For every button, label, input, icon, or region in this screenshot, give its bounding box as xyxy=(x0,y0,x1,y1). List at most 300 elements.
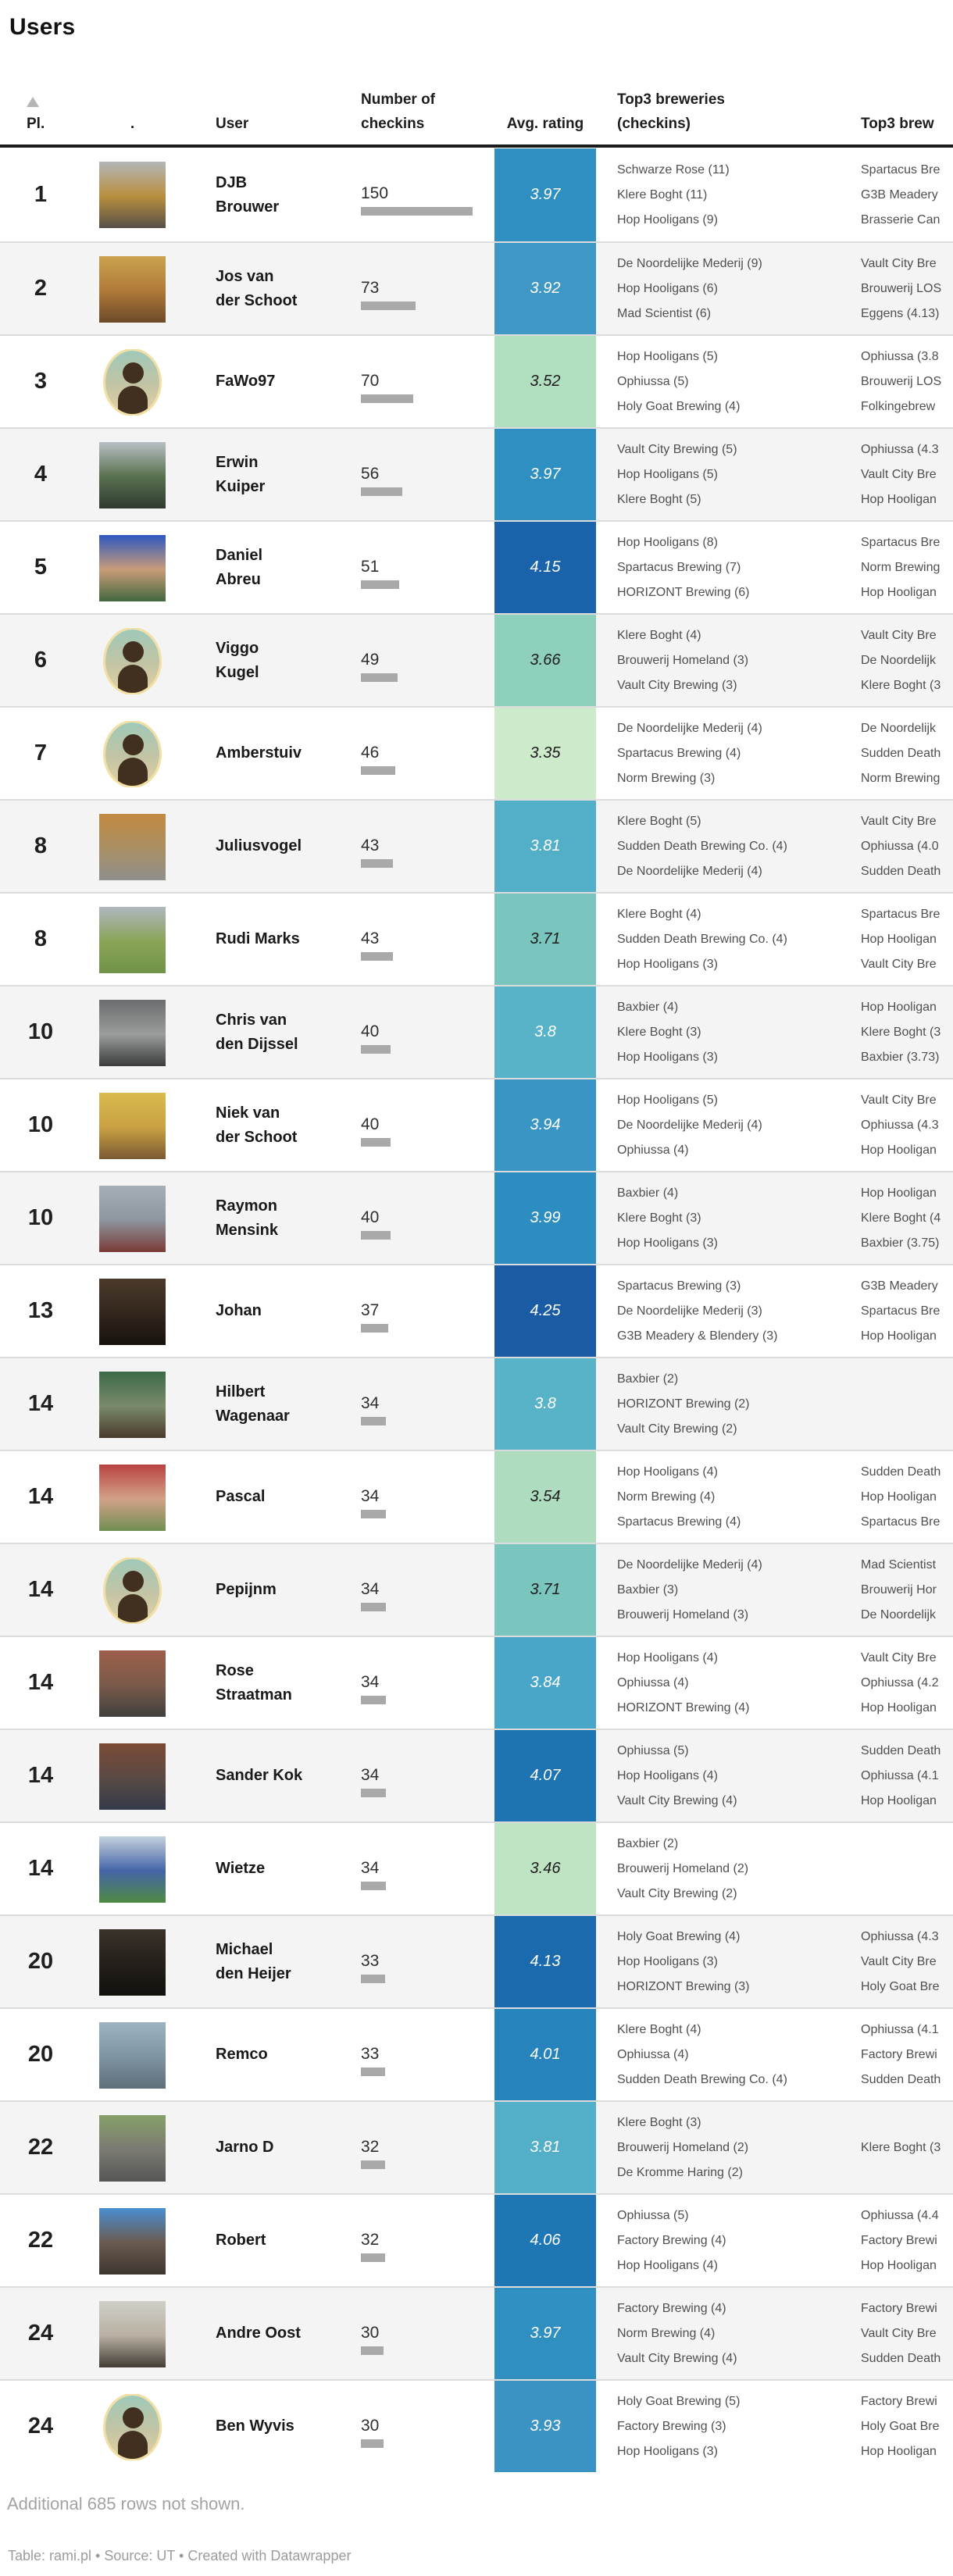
user-name xyxy=(216,1358,352,1450)
top3-breweries-checkins-cell xyxy=(617,2288,851,2379)
brewery-line: Sudden Death xyxy=(861,746,941,760)
brewery-line: Hop Hooligan xyxy=(861,2258,937,2272)
brewery-line: Ophiussa (4) xyxy=(617,2047,689,2061)
brewery-line: Schwarze Rose (11) xyxy=(617,162,730,177)
rank-cell: 5 xyxy=(34,555,48,580)
brewery-line: Vault City Brewing (4) xyxy=(617,2351,737,2365)
brewery-line: Klere Boght (11) xyxy=(617,187,708,202)
column-header-rating[interactable]: Avg. rating xyxy=(506,116,584,132)
checkins-value: 30 xyxy=(361,2417,380,2435)
brewery-line: Klere Boght (3 xyxy=(861,1025,941,1039)
rating-cell: 4.25 xyxy=(494,1265,596,1357)
brewery-line: Hop Hooligan xyxy=(861,492,937,506)
checkins-value: 51 xyxy=(361,558,380,576)
checkins-bar xyxy=(361,487,402,496)
user-name-line: Remco xyxy=(216,2046,268,2063)
rank-cell: 1 xyxy=(34,182,48,207)
user-avatar xyxy=(99,907,166,973)
user-name-line: Pepijnm xyxy=(216,1581,277,1598)
brewery-line xyxy=(861,1392,953,1417)
brewery-line: De Kromme Haring (2) xyxy=(617,2165,743,2179)
table-row xyxy=(0,520,953,613)
table-row xyxy=(0,1914,953,2007)
rank-cell: 14 xyxy=(27,1577,54,1602)
user-name-line: Kugel xyxy=(216,663,259,681)
user-name xyxy=(216,429,352,520)
brewery-line: Hop Hooligans (4) xyxy=(617,1650,718,1664)
rank-cell: 14 xyxy=(27,1856,54,1881)
top3-breweries-checkins-cell xyxy=(617,2381,851,2472)
top3-breweries-rating-cell xyxy=(861,987,953,1078)
placeholder-ellipse xyxy=(105,351,159,414)
checkins-value: 33 xyxy=(361,2045,380,2063)
top3-breweries-rating-cell xyxy=(861,615,953,706)
top3-breweries-checkins-cell xyxy=(617,1823,851,1914)
brewery-line: Brouwerij Homeland (2) xyxy=(617,2140,749,2154)
brewery-line: Baxbier (2) xyxy=(617,1372,679,1386)
rank-cell: 22 xyxy=(27,2228,54,2253)
checkins-bar xyxy=(361,1510,386,1518)
checkins-value: 37 xyxy=(361,1301,380,1319)
checkins-bar xyxy=(361,1324,388,1333)
brewery-line: Brouwerij LOS xyxy=(861,281,942,295)
user-name-line: Michael xyxy=(216,1940,273,1958)
brewery-line: Sudden Death xyxy=(861,2072,941,2086)
table-row xyxy=(0,241,953,334)
brewery-line: Klere Boght (3) xyxy=(617,1025,701,1039)
top3-breweries-rating-cell xyxy=(861,336,953,427)
brewery-line: De Noordelijke Mederij (4) xyxy=(617,721,762,735)
checkins-cell xyxy=(361,1487,386,1518)
brewery-line: Klere Boght (4) xyxy=(617,628,701,642)
sort-ascending-icon xyxy=(27,97,39,107)
placeholder-ellipse xyxy=(105,630,159,693)
column-header-place[interactable]: Pl. xyxy=(27,116,45,132)
checkins-value: 32 xyxy=(361,2231,380,2249)
top3-breweries-rating-cell xyxy=(861,894,953,985)
user-name-line: Straatman xyxy=(216,1686,292,1704)
checkins-value: 34 xyxy=(361,1487,380,1505)
brewery-line: Hop Hooligans (5) xyxy=(617,1093,718,1107)
rating-cell: 3.46 xyxy=(494,1823,596,1914)
top3-breweries-checkins-cell xyxy=(617,615,851,706)
brewery-line: Hop Hooligans (6) xyxy=(617,281,718,295)
checkins-cell xyxy=(361,837,393,868)
checkins-bar xyxy=(361,394,413,403)
brewery-line: Norm Brewing (4) xyxy=(617,1490,716,1504)
top3-breweries-checkins-cell xyxy=(617,1916,851,2007)
rating-cell: 4.13 xyxy=(494,1916,596,2007)
checkins-cell xyxy=(361,2045,385,2076)
column-header-top3-rating[interactable]: Top3 brew xyxy=(861,116,934,132)
table-row xyxy=(0,1543,953,1636)
user-name-line: Kuiper xyxy=(216,477,266,495)
brewery-line: Vault City Brewing (2) xyxy=(617,1422,737,1436)
user-name-line: Ben Wyvis xyxy=(216,2417,294,2435)
rank-cell: 10 xyxy=(27,1205,54,1230)
checkins-bar xyxy=(361,1789,386,1797)
user-avatar xyxy=(99,814,166,880)
rating-cell: 3.97 xyxy=(494,148,596,241)
user-name-line: DJB xyxy=(216,173,248,191)
rating-cell: 4.07 xyxy=(494,1730,596,1821)
brewery-line: Hop Hooligan xyxy=(861,932,937,946)
top3-breweries-checkins-cell xyxy=(617,2195,851,2286)
brewery-line: Hop Hooligan xyxy=(861,1490,937,1504)
avatar-placeholder-icon xyxy=(99,628,166,694)
rating-cell: 4.06 xyxy=(494,2195,596,2286)
user-name-line: FaWo97 xyxy=(216,373,276,390)
checkins-value: 40 xyxy=(361,1115,380,1133)
top3-breweries-rating-cell xyxy=(861,2381,953,2472)
table-row xyxy=(0,2379,953,2472)
table-row xyxy=(0,1171,953,1264)
user-name xyxy=(216,1451,352,1543)
top3-breweries-checkins-cell xyxy=(617,336,851,427)
brewery-line: Klere Boght (3 xyxy=(861,2140,941,2154)
brewery-line: Sudden Death Brewing Co. (4) xyxy=(617,932,787,946)
user-name-line: Rose xyxy=(216,1661,254,1679)
table-row xyxy=(0,1729,953,1821)
brewery-line: Baxbier (4) xyxy=(617,1186,679,1200)
brewery-line: Sudden Death xyxy=(861,1743,941,1757)
user-name-line: der Schoot xyxy=(216,1128,298,1146)
user-avatar xyxy=(99,2115,166,2182)
table-row xyxy=(0,892,953,985)
user-name-line: Amberstuiv xyxy=(216,744,302,762)
checkins-value: 43 xyxy=(361,837,380,855)
top3-breweries-checkins-cell xyxy=(617,708,851,799)
brewery-line: Ophiussa (4.4 xyxy=(861,2208,939,2222)
brewery-line: Folkingebrew xyxy=(861,399,936,413)
checkins-value: 30 xyxy=(361,2324,380,2342)
user-name xyxy=(216,801,352,892)
brewery-line: Spartacus Brewing (7) xyxy=(617,560,741,574)
top3-breweries-rating-cell xyxy=(861,801,953,892)
rating-cell: 3.97 xyxy=(494,429,596,520)
brewery-line: Hop Hooligan xyxy=(861,1700,937,1714)
brewery-line: Baxbier (3) xyxy=(617,1582,679,1597)
table-row xyxy=(0,1078,953,1171)
top3-breweries-checkins-cell xyxy=(617,1730,851,1821)
brewery-line: Vault City Bre xyxy=(861,1093,937,1107)
checkins-cell xyxy=(361,1859,386,1890)
brewery-line: Spartacus Brewing (4) xyxy=(617,1515,741,1529)
brewery-line: HORIZONT Brewing (2) xyxy=(617,1397,750,1411)
brewery-line: Brouwerij LOS xyxy=(861,374,942,388)
table-row xyxy=(0,2100,953,2193)
brewery-line: Ophiussa (4) xyxy=(617,1675,689,1689)
checkins-bar xyxy=(361,2160,385,2169)
brewery-line: Norm Brewing xyxy=(861,771,941,785)
column-header-avatar[interactable]: . xyxy=(130,116,135,132)
brewery-line: Ophiussa (5) xyxy=(617,374,689,388)
user-avatar xyxy=(99,256,166,323)
checkins-bar xyxy=(361,2439,384,2448)
user-avatar xyxy=(99,1836,166,1903)
brewery-line: Holy Goat Brewing (4) xyxy=(617,1929,741,1943)
user-name-line: Erwin xyxy=(216,453,259,471)
top3-breweries-checkins-cell xyxy=(617,987,851,1078)
user-name xyxy=(216,1544,352,1636)
brewery-line: De Noordelijke Mederij (4) xyxy=(617,1557,762,1572)
brewery-line: Vault City Bre xyxy=(861,1650,937,1664)
rating-cell: 3.84 xyxy=(494,1637,596,1729)
checkins-cell xyxy=(361,1952,385,1983)
user-name-line: Juliusvogel xyxy=(216,837,302,855)
column-header-checkins[interactable]: Number of checkins xyxy=(361,91,435,132)
top3-breweries-checkins-cell xyxy=(617,1265,851,1357)
checkins-cell xyxy=(361,1301,388,1333)
person-head-icon xyxy=(123,362,144,384)
brewery-line: Brouwerij Hor xyxy=(861,1582,937,1597)
rating-cell: 3.81 xyxy=(494,2102,596,2193)
rank-cell: 3 xyxy=(34,369,48,394)
rating-cell: 3.94 xyxy=(494,1079,596,1171)
checkins-value: 49 xyxy=(361,651,380,669)
rank-cell: 14 xyxy=(27,1484,54,1509)
brewery-line: Baxbier (3.75) xyxy=(861,1236,940,1250)
user-name xyxy=(216,1730,352,1821)
table-row xyxy=(0,706,953,799)
brewery-line: Hop Hooligan xyxy=(861,1143,937,1157)
top3-breweries-rating-cell xyxy=(861,1265,953,1357)
brewery-line: Klere Boght (3) xyxy=(617,2115,701,2129)
user-name xyxy=(216,2009,352,2100)
brewery-line: HORIZONT Brewing (4) xyxy=(617,1700,750,1714)
user-avatar xyxy=(99,1279,166,1345)
user-name-line: Rudi Marks xyxy=(216,930,300,947)
brewery-line: Ophiussa (4.1 xyxy=(861,1768,939,1782)
top3-breweries-rating-cell xyxy=(861,243,953,334)
user-avatar xyxy=(99,2022,166,2089)
checkins-bar xyxy=(361,1696,386,1704)
checkins-cell xyxy=(361,1766,386,1797)
brewery-line: Hop Hooligans (3) xyxy=(617,1050,718,1064)
user-name-line: Viggo xyxy=(216,639,259,657)
top3-breweries-checkins-cell xyxy=(617,1544,851,1636)
user-name-line: Johan xyxy=(216,1302,262,1319)
rank-cell: 20 xyxy=(27,1949,54,1974)
checkins-value: 40 xyxy=(361,1208,380,1226)
checkins-bar xyxy=(361,301,416,310)
table-row xyxy=(0,148,953,241)
brewery-line: Ophiussa (4.2 xyxy=(861,1675,939,1689)
brewery-line: Holy Goat Bre xyxy=(861,2419,940,2433)
rank-cell: 14 xyxy=(27,1763,54,1788)
brewery-line: Sudden Death xyxy=(861,2351,941,2365)
checkins-cell xyxy=(361,1022,391,1054)
checkins-cell xyxy=(361,1208,391,1240)
table-row xyxy=(0,2286,953,2379)
checkins-cell xyxy=(361,744,395,775)
checkins-value: 56 xyxy=(361,465,380,483)
user-avatar xyxy=(99,442,166,508)
top3-breweries-rating-cell xyxy=(861,2288,953,2379)
brewery-line: Factory Brewi xyxy=(861,2301,937,2315)
brewery-line: Vault City Bre xyxy=(861,957,937,971)
top3-breweries-rating-cell xyxy=(861,522,953,613)
checkins-bar xyxy=(361,2346,384,2355)
checkins-value: 46 xyxy=(361,744,380,762)
column-header-user[interactable]: User xyxy=(216,116,249,132)
rating-cell: 3.52 xyxy=(494,336,596,427)
top3-breweries-checkins-cell xyxy=(617,1451,851,1543)
user-avatar xyxy=(99,1186,166,1252)
checkins-bar xyxy=(361,859,393,868)
avatar-placeholder-icon xyxy=(99,721,166,787)
user-name xyxy=(216,2288,352,2379)
table-body xyxy=(0,148,953,2472)
brewery-line xyxy=(861,1832,953,1857)
user-name-line: Andre Oost xyxy=(216,2324,301,2342)
avatar-placeholder-icon xyxy=(99,2394,166,2460)
brewery-line: HORIZONT Brewing (3) xyxy=(617,1979,750,1993)
user-name xyxy=(216,894,352,985)
user-name xyxy=(216,708,352,799)
brewery-line: Klere Boght (4) xyxy=(617,907,701,921)
user-avatar xyxy=(99,1465,166,1531)
checkins-value: 150 xyxy=(361,184,389,202)
checkins-cell xyxy=(361,2231,385,2262)
rating-cell: 3.71 xyxy=(494,894,596,985)
top3-breweries-rating-cell xyxy=(861,429,953,520)
rating-cell: 3.35 xyxy=(494,708,596,799)
person-body-icon xyxy=(118,386,148,414)
brewery-line: Mad Scientist xyxy=(861,1557,937,1572)
top3-breweries-rating-cell xyxy=(861,1358,953,1450)
top3-breweries-rating-cell xyxy=(861,2102,953,2193)
brewery-line: De Noordelijke Mederij (4) xyxy=(617,864,762,878)
user-name xyxy=(216,2195,352,2286)
brewery-line: Ophiussa (4.0 xyxy=(861,839,939,853)
rating-cell: 3.8 xyxy=(494,1358,596,1450)
brewery-line: Ophiussa (5) xyxy=(617,2208,689,2222)
brewery-line: Factory Brewi xyxy=(861,2394,937,2408)
checkins-cell xyxy=(361,929,393,961)
user-name-line: Pascal xyxy=(216,1488,266,1505)
user-name-line: Daniel xyxy=(216,546,263,564)
brewery-line: Sudden Death xyxy=(861,864,941,878)
user-name-line: Jarno D xyxy=(216,2139,274,2156)
brewery-line: Vault City Brewing (3) xyxy=(617,678,737,692)
user-avatar xyxy=(99,162,166,228)
brewery-line xyxy=(861,1857,953,1882)
rating-cell: 3.93 xyxy=(494,2381,596,2472)
top3-breweries-rating-cell xyxy=(861,1079,953,1171)
rank-cell: 8 xyxy=(34,926,48,951)
brewery-line: De Noordelijke Mederij (4) xyxy=(617,1118,762,1132)
brewery-line: Spartacus Bre xyxy=(861,162,941,177)
brewery-line xyxy=(861,1367,953,1392)
checkins-cell xyxy=(361,2324,384,2355)
top3-breweries-rating-cell xyxy=(861,1637,953,1729)
brewery-line: Vault City Bre xyxy=(861,467,937,481)
checkins-value: 34 xyxy=(361,1580,380,1598)
person-body-icon xyxy=(118,2431,148,2459)
checkins-value: 70 xyxy=(361,372,380,390)
checkins-value: 33 xyxy=(361,1952,380,1970)
page-title: Users xyxy=(9,14,76,40)
table-row xyxy=(0,334,953,427)
brewery-line: Ophiussa (4.3 xyxy=(861,1929,939,1943)
brewery-line: Vault City Brewing (2) xyxy=(617,1886,737,1900)
user-name-line: Chris van xyxy=(216,1011,287,1029)
top3-breweries-rating-cell xyxy=(861,148,953,241)
brewery-line: De Noordelijke Mederij (3) xyxy=(617,1304,762,1318)
user-avatar xyxy=(99,1743,166,1810)
rank-cell: 4 xyxy=(34,462,48,487)
attribution-line: Table: rami.pl • Source: UT • Created with Datawrapper xyxy=(8,2548,352,2564)
checkins-value: 32 xyxy=(361,2138,380,2156)
rank-cell: 13 xyxy=(27,1298,54,1323)
rank-cell: 7 xyxy=(34,740,48,765)
rating-cell: 4.15 xyxy=(494,522,596,613)
user-name xyxy=(216,1079,352,1171)
brewery-line: Spartacus Bre xyxy=(861,535,941,549)
checkins-cell xyxy=(361,1394,386,1425)
checkins-bar xyxy=(361,1045,391,1054)
brewery-line: De Noordelijk xyxy=(861,721,937,735)
user-name xyxy=(216,243,352,334)
user-name xyxy=(216,987,352,1078)
brewery-line: De Noordelijk xyxy=(861,1607,937,1622)
checkins-bar xyxy=(361,1138,391,1147)
table-row xyxy=(0,1636,953,1729)
rank-cell: 24 xyxy=(27,2414,54,2439)
brewery-line: Spartacus Brewing (3) xyxy=(617,1279,741,1293)
checkins-cell xyxy=(361,279,416,310)
table-row xyxy=(0,427,953,520)
user-avatar xyxy=(99,2301,166,2367)
top3-breweries-checkins-cell xyxy=(617,522,851,613)
rows-not-shown-note: Additional 685 rows not shown. xyxy=(7,2494,245,2514)
user-avatar xyxy=(99,1650,166,1717)
brewery-line: Ophiussa (4) xyxy=(617,1143,689,1157)
rank-cell: 6 xyxy=(34,648,48,673)
brewery-line: Spartacus Bre xyxy=(861,907,941,921)
user-name xyxy=(216,1823,352,1914)
brewery-line: Spartacus Brewing (4) xyxy=(617,746,741,760)
top3-breweries-checkins-cell xyxy=(617,2009,851,2100)
brewery-line xyxy=(861,2160,953,2185)
rating-cell: 4.01 xyxy=(494,2009,596,2100)
checkins-cell xyxy=(361,2417,384,2448)
top3-breweries-rating-cell xyxy=(861,1172,953,1264)
top3-breweries-checkins-cell xyxy=(617,1172,851,1264)
user-name-line: Hilbert xyxy=(216,1383,266,1400)
column-header-top3-checkins[interactable]: Top3 breweries (checkins) xyxy=(617,91,725,132)
person-head-icon xyxy=(123,641,144,662)
brewery-line: Ophiussa (5) xyxy=(617,1743,689,1757)
checkins-bar xyxy=(361,1975,385,1983)
checkins-value: 34 xyxy=(361,1394,380,1412)
table-row xyxy=(0,1264,953,1357)
brewery-line: Hop Hooligans (9) xyxy=(617,212,718,227)
checkins-bar xyxy=(361,952,393,961)
brewery-line: Hop Hooligan xyxy=(861,585,937,599)
user-avatar xyxy=(99,1000,166,1066)
top3-breweries-checkins-cell xyxy=(617,1358,851,1450)
brewery-line: Baxbier (2) xyxy=(617,1836,679,1850)
user-name-line: Wietze xyxy=(216,1860,266,1877)
user-name-line: den Heijer xyxy=(216,1964,291,1982)
user-name xyxy=(216,615,352,706)
rank-cell: 8 xyxy=(34,833,48,858)
brewery-line: Holy Goat Brewing (4) xyxy=(617,399,741,413)
checkins-cell xyxy=(361,184,473,216)
user-name xyxy=(216,1637,352,1729)
